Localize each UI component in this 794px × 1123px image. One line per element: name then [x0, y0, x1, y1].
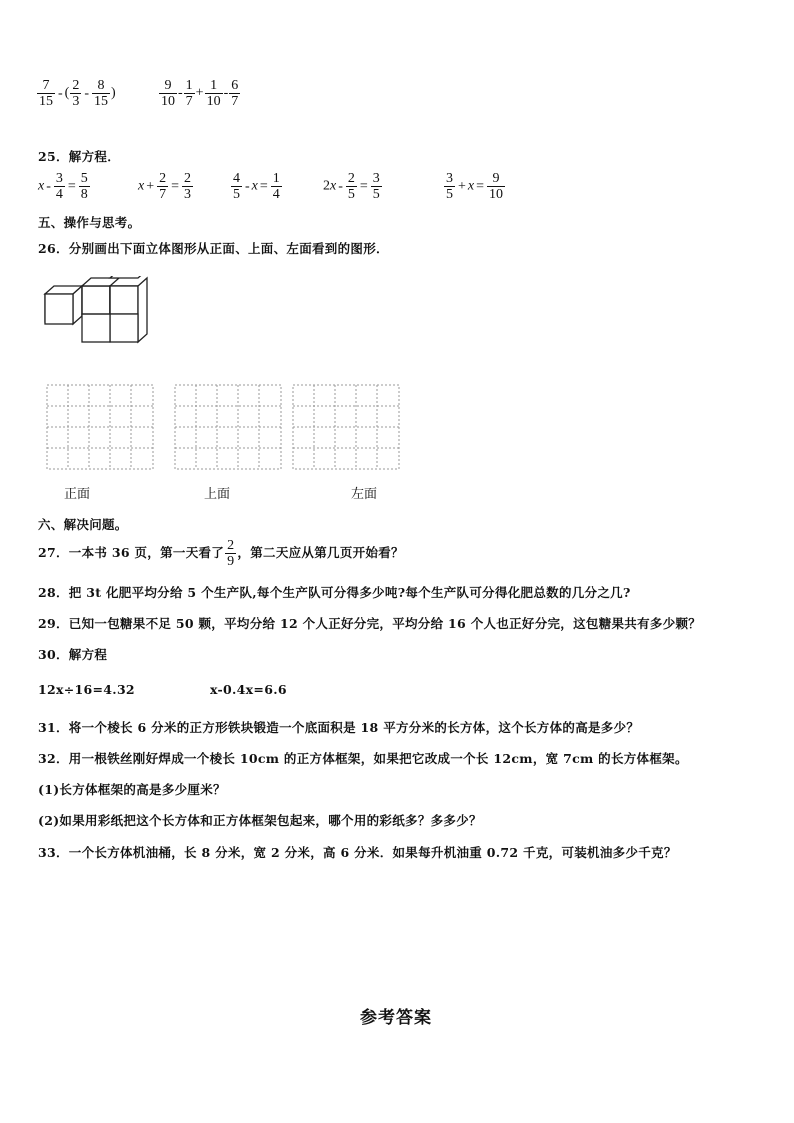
- question-25-title: 25．解方程．: [38, 149, 120, 164]
- answer-section-title: 参考答案: [360, 1008, 432, 1028]
- left-view-grid[interactable]: [292, 384, 402, 472]
- equation-25-1: x - $\frac{3}{4}$ = $\frac{5}{8}$: [38, 171, 88, 202]
- top-view-label: 上面: [204, 487, 231, 502]
- question-30-equation-1: 12x÷16=4.32: [38, 682, 135, 697]
- question-27: 27．一本书 36 页，第一天看了 $\frac{2}{9}$ ，第二天应从第几页开始看？: [38, 538, 404, 569]
- fraction: $\frac{3}{5}$: [446, 171, 453, 202]
- fraction: $\frac{8}{15}$: [94, 78, 109, 109]
- equation-25-2: x + $\frac{2}{7}$ = $\frac{2}{3}$: [138, 171, 192, 202]
- question-29: 29．已知一包糖果不足 50 颗，平均分给 12 个人正好分完，平均分给 16 个人也正好分完，这包糖果共有多少颗？: [38, 616, 702, 631]
- question-33: 33．一个长方体机油桶，长 8 分米，宽 2 分米，高 6 分米．如果每升机油重 0.72 千克，可装机油多少千克？: [38, 845, 677, 860]
- question-30-equation-2: x-0.4x=6.6: [210, 682, 287, 697]
- fraction: $\frac{5}{8}$: [80, 171, 88, 202]
- fraction: $\frac{1}{7}$: [185, 78, 193, 109]
- fraction: $\frac{3}{5}$: [372, 171, 380, 202]
- calc-expression-2: $\frac{9}{10}$ - $\frac{1}{7}$ + $\frac{1}{10}$ - $\frac{6}{7}$: [161, 78, 239, 109]
- calc-expression-1: $\frac{7}{15}$ - ( $\frac{2}{3}$ - $\frac{8}{15}$ ): [39, 78, 116, 109]
- section-6-heading: 六、解决问题。: [38, 517, 128, 532]
- question-30-title: 30．解方程: [38, 647, 108, 662]
- cube-stack-figure: [40, 276, 152, 356]
- fraction: $\frac{4}{5}$: [233, 171, 240, 202]
- fraction: $\frac{2}{7}$: [159, 171, 167, 202]
- fraction: $\frac{2}{3}$: [184, 171, 192, 202]
- fraction: $\frac{6}{7}$: [231, 78, 239, 109]
- question-32-sub-1: (1)长方体框架的高是多少厘米？: [38, 782, 226, 797]
- fraction: $\frac{3}{4}$: [55, 171, 63, 202]
- question-28: 28．把 3t 化肥平均分给 5 个生产队,每个生产队可分得多少吨?每个生产队可分得化肥总数的几分之几?: [38, 585, 631, 600]
- equation-25-4: 2x - $\frac{2}{5}$ = $\frac{3}{5}$: [323, 171, 380, 202]
- question-31: 31．将一个棱长 6 分米的正方形铁块锻造一个底面积是 18 平方分米的长方体，这个长方体的高是多少？: [38, 720, 640, 735]
- section-5-heading: 五、操作与思考。: [38, 215, 141, 230]
- fraction: $\frac{7}{15}$: [39, 78, 53, 109]
- fraction: $\frac{1}{4}$: [272, 171, 280, 202]
- fraction: $\frac{2}{5}$: [347, 171, 355, 202]
- equation-25-5: $\frac{3}{5}$ + x = $\frac{9}{10}$: [446, 171, 504, 202]
- equation-25-3: $\frac{4}{5}$ - x = $\frac{1}{4}$: [233, 171, 280, 202]
- fraction: $\frac{9}{10}$: [161, 78, 175, 109]
- fraction: $\frac{1}{10}$: [206, 78, 221, 109]
- fraction: $\frac{2}{9}$: [227, 538, 235, 569]
- front-view-grid[interactable]: [46, 384, 156, 472]
- left-view-label: 左面: [351, 487, 378, 502]
- fraction: $\frac{9}{10}$: [489, 171, 504, 202]
- fraction: $\frac{2}{3}$: [72, 78, 80, 109]
- question-26: 26．分别画出下面立体图形从正面、上面、左面看到的图形．: [38, 241, 389, 256]
- top-view-grid[interactable]: [174, 384, 284, 472]
- question-32: 32．用一根铁丝刚好焊成一个棱长 10cm 的正方体框架，如果把它改成一个长 12cm，宽 7cm 的长方体框架。: [38, 751, 688, 766]
- question-32-sub-2: (2)如果用彩纸把这个长方体和正方体框架包起来，哪个用的彩纸多？多多少？: [38, 813, 482, 828]
- front-view-label: 正面: [64, 487, 91, 502]
